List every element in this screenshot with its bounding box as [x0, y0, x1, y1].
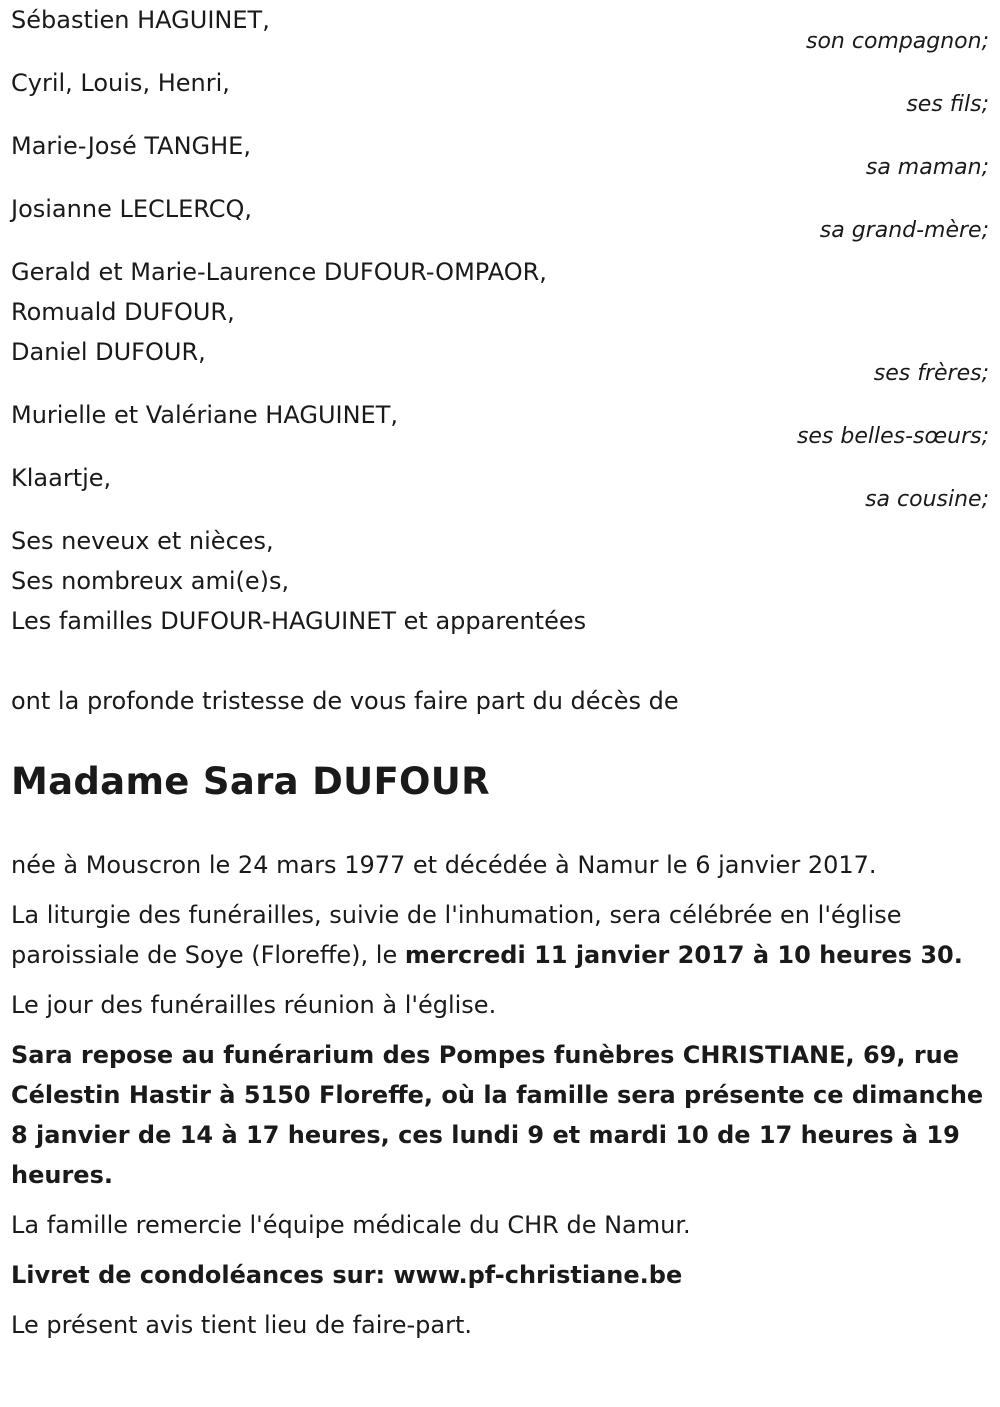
family-member-name: Daniel DUFOUR,	[11, 338, 206, 366]
notice-text: Le présent avis tient lieu de faire-part.	[11, 1311, 473, 1339]
others-list	[11, 521, 989, 641]
family-group	[11, 458, 989, 521]
family-relation-label: ses frères;	[873, 361, 989, 386]
obituary-notice	[11, 0, 989, 1355]
liturgy-text	[11, 895, 989, 975]
family-member-name: Klaartje,	[11, 464, 112, 492]
family-member-name: Marie-José TANGHE,	[11, 132, 251, 160]
other-mourners-line: Ses neveux et nièces,	[11, 527, 274, 555]
thanks-text: La famille remercie l'équipe médicale du CHR de Namur.	[11, 1211, 691, 1239]
family-group	[11, 395, 989, 458]
family-member-name: Murielle et Valériane HAGUINET,	[11, 401, 398, 429]
other-mourners-line: Ses nombreux ami(e)s,	[11, 567, 290, 595]
reunion-text: Le jour des funérailles réunion à l'église.	[11, 991, 497, 1019]
family-member-name: Sébastien HAGUINET,	[11, 6, 270, 34]
condolences-text: Livret de condoléances sur: www.pf-christiane.be	[11, 1261, 683, 1289]
family-group	[11, 189, 989, 252]
family-relation-label: son compagnon;	[805, 29, 989, 54]
family-list	[11, 0, 989, 521]
announcement-text: ont la profonde tristesse de vous faire part du décès de	[11, 687, 679, 715]
family-group	[11, 252, 989, 395]
family-member-name: Josianne LECLERCQ,	[11, 195, 253, 223]
family-group	[11, 126, 989, 189]
spacer	[11, 641, 989, 681]
family-group	[11, 63, 989, 126]
birth-death-text: née à Mouscron le 24 mars 1977 et décédée à Namur le 6 janvier 2017.	[11, 851, 877, 879]
funerarium-text: Sara repose au funérarium des Pompes funèbres CHRISTIANE, 69, rue Célestin Hastir à 5150 Floreffe, où la famille sera présente ce dimanche 8 janvier de 14 à 17 heures, ces lundi 9 et mardi 10 de 17 heures à 19 heures.	[11, 1041, 984, 1189]
other-mourners-line: Les familles DUFOUR-HAGUINET et apparentées	[11, 607, 587, 635]
family-relation-label: sa cousine;	[865, 487, 989, 512]
family-relation-label: sa maman;	[865, 155, 989, 180]
family-member-name: Romuald DUFOUR,	[11, 298, 235, 326]
family-group	[11, 0, 989, 63]
liturgy-intro: La liturgie des funérailles, suivie de l'inhumation, sera célébrée en l'église paroissiale de Soye (Floreffe), le	[11, 901, 902, 969]
family-relation-label: ses belles-sœurs;	[796, 424, 989, 449]
family-relation-label: sa grand-mère;	[819, 218, 989, 243]
liturgy-date: mercredi 11 janvier 2017 à 10 heures 30.	[404, 941, 963, 969]
family-member-name: Cyril, Louis, Henri,	[11, 69, 230, 97]
family-relation-label: ses fils;	[906, 92, 989, 117]
family-member-name: Gerald et Marie-Laurence DUFOUR-OMPAOR,	[11, 258, 547, 286]
deceased-name: Madame Sara DUFOUR	[11, 760, 490, 803]
